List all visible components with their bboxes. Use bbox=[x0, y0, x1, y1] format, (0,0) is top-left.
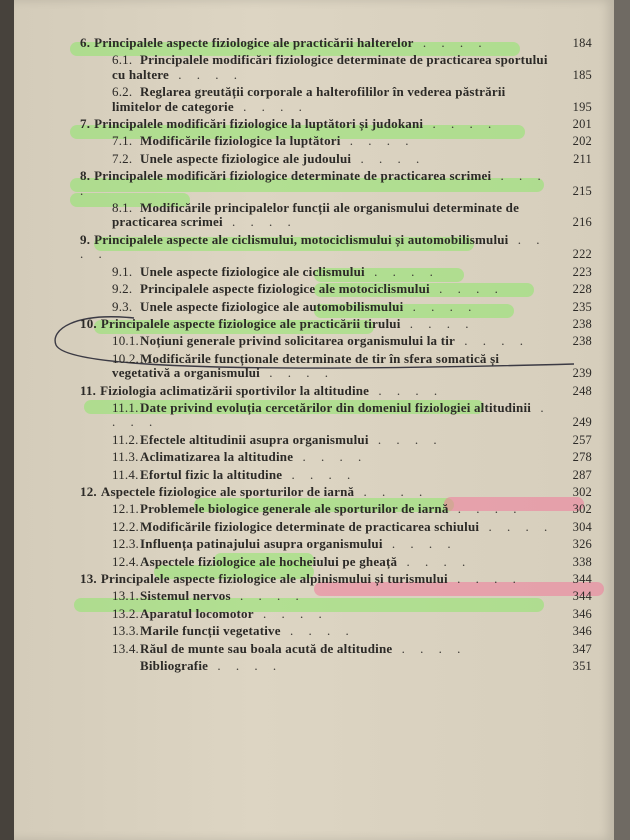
entry-page-number: 249 bbox=[572, 415, 592, 430]
toc-section-entry bbox=[112, 449, 592, 465]
leader-dots: . . . . bbox=[403, 298, 478, 314]
toc-section-entry bbox=[112, 333, 592, 349]
leader-dots: . . . . bbox=[368, 431, 443, 447]
toc-chapter-entry bbox=[80, 483, 592, 499]
toc-section-entry bbox=[112, 84, 592, 114]
entry-number: 9. bbox=[80, 231, 91, 247]
entry-number: 9.2. bbox=[112, 281, 133, 297]
entry-title: Modificările funcționale determinate de tir în sfera somatică și vegetativă a organismului bbox=[112, 350, 500, 381]
entry-page-number: 346 bbox=[572, 606, 592, 621]
entry-title: Efectele altitudinii asupra organismului bbox=[140, 431, 369, 447]
entry-number: 11. bbox=[80, 382, 97, 398]
entry-title: Aspectele fiziologice ale hocheiului pe gheață bbox=[140, 553, 398, 569]
entry-number: 12.4. bbox=[112, 553, 139, 569]
entry-page-number: 223 bbox=[572, 264, 592, 279]
leader-dots: . . . . bbox=[354, 483, 429, 499]
entry-title: Răul de munte sau boala acută de altitudine bbox=[140, 640, 393, 656]
leader-dots: . . . . bbox=[413, 35, 488, 50]
entry-number: 11.2. bbox=[112, 431, 139, 447]
toc-section-entry bbox=[112, 553, 592, 569]
entry-page-number: 239 bbox=[572, 366, 592, 381]
entry-title: Aparatul locomotor bbox=[140, 605, 254, 621]
entry-title: Marile funcții vegetative bbox=[140, 623, 281, 639]
entry-title: Efortul fizic la altitudine bbox=[140, 466, 283, 482]
leader-dots: . . . . bbox=[448, 501, 523, 517]
entry-page-number: 351 bbox=[572, 659, 592, 674]
entry-title: Influența patinajului asupra organismului bbox=[140, 536, 383, 552]
leader-dots: . . . . bbox=[112, 399, 550, 430]
entry-number: 13.2. bbox=[112, 605, 139, 621]
toc-section-entry bbox=[112, 623, 592, 639]
toc-section-entry bbox=[112, 281, 592, 297]
entry-page-number: 211 bbox=[573, 151, 592, 166]
toc-section-entry bbox=[112, 298, 592, 314]
toc-section-entry bbox=[112, 52, 592, 82]
entry-number: 11.3. bbox=[112, 449, 139, 465]
toc-section-entry bbox=[112, 431, 592, 447]
leader-dots: . . . . bbox=[169, 66, 243, 82]
leader-dots: . . . . bbox=[260, 365, 334, 381]
toc-section-entry bbox=[112, 350, 592, 381]
entry-page-number: 184 bbox=[572, 36, 592, 50]
entry-title: Sistemul nervos bbox=[140, 588, 231, 604]
entry-number: 13.3. bbox=[112, 623, 139, 639]
entry-page-number: 235 bbox=[572, 299, 592, 314]
entry-number: 6. bbox=[80, 35, 91, 50]
entry-title: Principalele aspecte fiziologice ale practicării tirului bbox=[100, 315, 401, 331]
entry-number: 9.1. bbox=[112, 263, 133, 279]
entry-number: 7. bbox=[80, 116, 91, 132]
leader-dots: . . . . bbox=[382, 536, 457, 552]
leader-dots: . . . . bbox=[222, 214, 297, 230]
entry-page-number: 238 bbox=[572, 316, 592, 331]
leader-dots: . . . . bbox=[400, 315, 475, 331]
document-page bbox=[14, 0, 614, 840]
entry-title: Noțiuni generale privind solicitarea organismului la tir bbox=[140, 333, 456, 349]
entry-title: Principalele aspecte fiziologice ale motociclismului bbox=[140, 281, 430, 297]
entry-number: 12.1. bbox=[112, 501, 139, 517]
entry-number: 12. bbox=[80, 483, 97, 499]
toc-chapter-entry bbox=[80, 116, 592, 132]
entry-title: Unele aspecte fiziologice ale automobilismului bbox=[140, 298, 404, 314]
entry-title: Unele aspecte fiziologice ale judoului bbox=[140, 150, 352, 166]
entry-title: Modificările fiziologice determinate de practicarea schiului bbox=[140, 518, 480, 534]
entry-page-number: 347 bbox=[572, 641, 592, 656]
entry-title: Problemele biologice generale ale sporturilor de iarnă bbox=[140, 501, 449, 517]
leader-dots: . . . . bbox=[369, 382, 444, 398]
entry-title: Principalele modificări fiziologice determinate de practicarea scrimei bbox=[94, 168, 492, 184]
entry-page-number: 248 bbox=[572, 383, 592, 398]
entry-page-number: 344 bbox=[572, 572, 592, 586]
entry-number: 6.2. bbox=[112, 84, 133, 100]
entry-page-number: 222 bbox=[572, 247, 592, 262]
entry-number: 8. bbox=[80, 168, 91, 184]
toc-section-entry bbox=[112, 133, 592, 149]
entry-title: Aclimatizarea la altitudine bbox=[140, 449, 294, 465]
leader-dots: . . . . bbox=[455, 333, 530, 349]
entry-title: Modificările principalelor funcții ale organismului determinate de practicarea scrimei bbox=[112, 200, 520, 230]
entry-title: Date privind evoluția cercetărilor din domeniul fiziologiei altitudinii bbox=[140, 399, 532, 415]
leader-dots: . . . . bbox=[233, 98, 308, 114]
leader-dots: . . . . bbox=[364, 263, 439, 279]
entry-number: 6.1. bbox=[112, 52, 133, 68]
leader-dots: . . . . bbox=[280, 623, 355, 639]
entry-number: 10.2. bbox=[112, 350, 139, 366]
entry-page-number: 195 bbox=[572, 99, 592, 114]
entry-title: Bibliografie bbox=[140, 658, 209, 674]
entry-number: 10. bbox=[80, 315, 97, 331]
leader-dots: . . . . bbox=[423, 116, 498, 132]
entry-number: 11.4. bbox=[112, 466, 139, 482]
leader-dots: . . . . bbox=[447, 571, 522, 586]
toc-section-entry bbox=[112, 501, 592, 517]
leader-dots: . . . . bbox=[392, 640, 467, 656]
toc-section-entry bbox=[112, 588, 592, 604]
toc-chapter-entry bbox=[80, 315, 592, 331]
toc-chapter-entry bbox=[80, 35, 592, 50]
entry-title: Reglarea greutății corporale a halterofililor în vederea păstrării limitelor de categorie bbox=[112, 84, 506, 114]
toc-section-entry bbox=[112, 658, 592, 674]
toc-chapter-entry bbox=[80, 168, 592, 198]
entry-page-number: 344 bbox=[572, 589, 592, 604]
entry-number: 11.1. bbox=[112, 399, 139, 415]
leader-dots: . . . . bbox=[80, 168, 547, 198]
entry-number: 10.1. bbox=[112, 333, 139, 349]
leader-dots: . . . . bbox=[351, 150, 426, 166]
table-of-contents bbox=[14, 36, 614, 676]
entry-number: 9.3. bbox=[112, 298, 133, 314]
leader-dots: . . . . bbox=[429, 281, 504, 297]
entry-title: Fiziologia aclimatizării sportivilor la altitudine bbox=[100, 382, 370, 398]
entry-title: Principalele aspecte fiziologice ale alpinismului și turismului bbox=[100, 571, 448, 586]
entry-title: Unele aspecte fiziologice ale ciclismului bbox=[140, 263, 365, 279]
entry-page-number: 302 bbox=[572, 502, 592, 517]
entry-title: Principalele aspecte ale ciclismului, motociclismului și automobilismului bbox=[94, 231, 509, 247]
leader-dots: . . . . bbox=[230, 588, 305, 604]
entry-page-number: 338 bbox=[572, 554, 592, 569]
entry-page-number: 215 bbox=[572, 183, 592, 198]
leader-dots: . . . . bbox=[479, 518, 554, 534]
entry-title: Principalele modificări fiziologice la luptători și judokani bbox=[94, 116, 424, 132]
book-spine-edge bbox=[0, 0, 14, 840]
toc-chapter-entry bbox=[80, 571, 592, 586]
entry-page-number: 304 bbox=[572, 519, 592, 534]
toc-section-entry bbox=[112, 518, 592, 534]
toc-section-entry bbox=[112, 200, 592, 230]
entry-page-number: 287 bbox=[572, 467, 592, 482]
entry-page-number: 185 bbox=[572, 67, 592, 82]
toc-section-entry bbox=[112, 399, 592, 430]
entry-title: Principalele modificări fiziologice determinate de practicarea sportului cu haltere bbox=[112, 52, 548, 82]
entry-title: Modificările fiziologice la luptători bbox=[140, 133, 341, 149]
entry-page-number: 201 bbox=[572, 117, 592, 132]
entry-page-number: 346 bbox=[572, 624, 592, 639]
toc-section-entry bbox=[112, 536, 592, 552]
entry-title: Principalele aspecte fiziologice ale practicării halterelor bbox=[94, 35, 414, 50]
toc-chapter-entry bbox=[80, 231, 592, 262]
entry-number: 7.2. bbox=[112, 150, 133, 166]
entry-number: 12.3. bbox=[112, 536, 139, 552]
leader-dots: . . . . bbox=[253, 605, 328, 621]
leader-dots: . . . . bbox=[80, 231, 546, 262]
toc-section-entry bbox=[112, 640, 592, 656]
toc-section-entry bbox=[112, 605, 592, 621]
entry-number: 13. bbox=[80, 571, 97, 586]
entry-number: 8.1. bbox=[112, 200, 133, 216]
entry-page-number: 228 bbox=[572, 282, 592, 297]
toc-section-entry bbox=[112, 466, 592, 482]
entry-page-number: 278 bbox=[572, 450, 592, 465]
leader-dots: . . . . bbox=[293, 449, 368, 465]
toc-section-entry bbox=[112, 150, 592, 166]
entry-page-number: 202 bbox=[572, 134, 592, 149]
entry-page-number: 238 bbox=[572, 334, 592, 349]
toc-section-entry bbox=[112, 263, 592, 279]
entry-number: 13.4. bbox=[112, 640, 139, 656]
leader-dots: . . . . bbox=[340, 133, 415, 149]
entry-title: Aspectele fiziologice ale sporturilor de iarnă bbox=[100, 483, 355, 499]
entry-number: 7.1. bbox=[112, 133, 133, 149]
leader-dots: . . . . bbox=[397, 553, 472, 569]
entry-number: 13.1. bbox=[112, 588, 139, 604]
leader-dots: . . . . bbox=[208, 658, 283, 674]
entry-page-number: 216 bbox=[572, 215, 592, 230]
entry-page-number: 302 bbox=[572, 484, 592, 499]
entry-page-number: 257 bbox=[572, 432, 592, 447]
toc-chapter-entry bbox=[80, 382, 592, 398]
entry-number: 12.2. bbox=[112, 518, 139, 534]
entry-page-number: 326 bbox=[572, 537, 592, 552]
leader-dots: . . . . bbox=[282, 466, 357, 482]
